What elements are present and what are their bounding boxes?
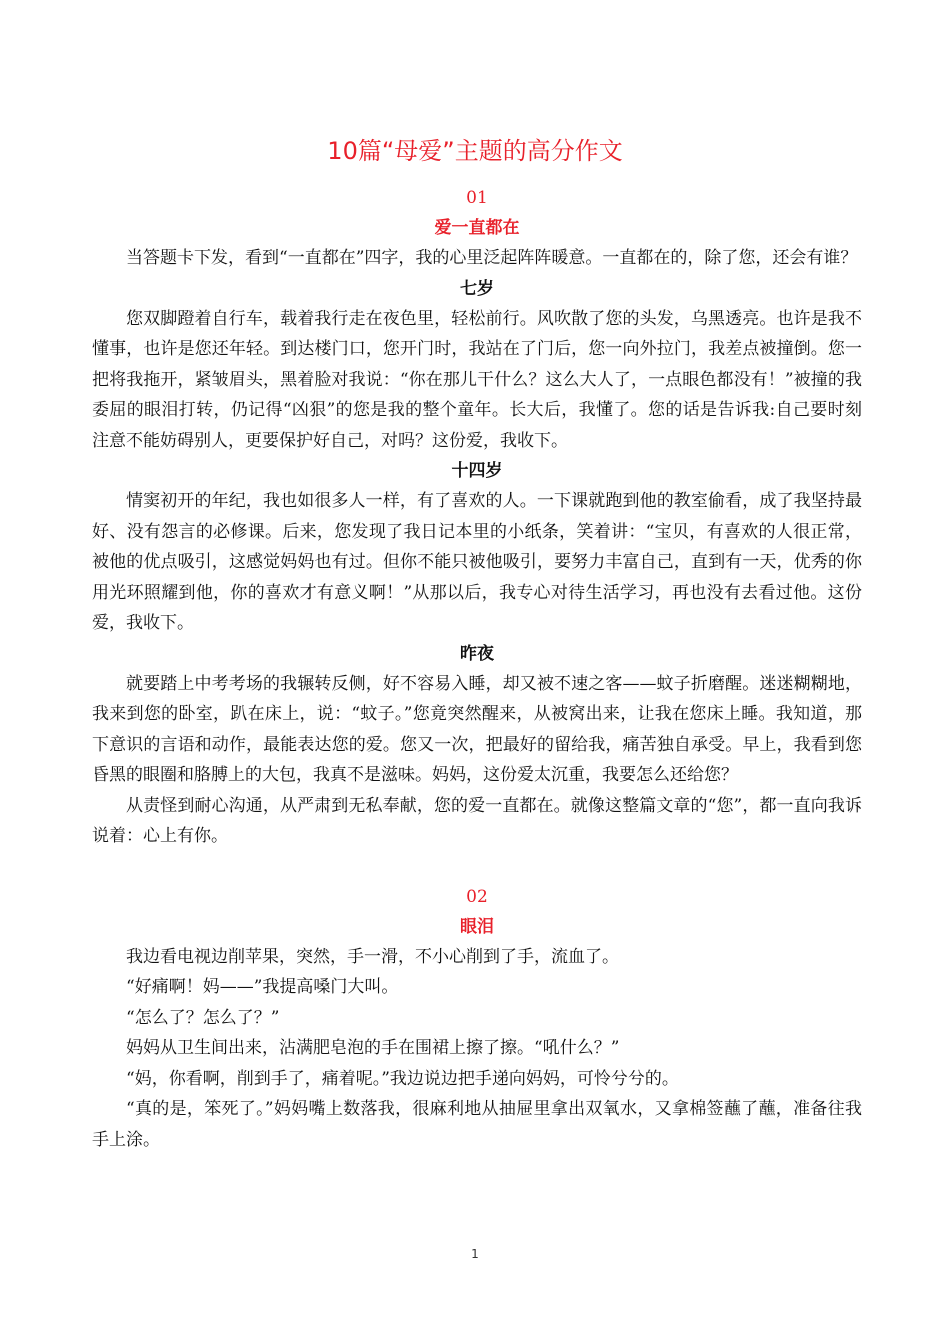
subsection-title: 七岁	[460, 278, 494, 299]
subsection-title: 昨夜	[460, 643, 494, 664]
section-number: 01	[466, 188, 488, 208]
section-number: 02	[466, 886, 488, 907]
paragraph: “真的是，笨死了。”妈妈嘴上数落我，很麻利地从抽屉里拿出双氧水，又拿棉签蘸了蘸，准备往我手上涂。	[92, 1099, 862, 1150]
paragraph: 妈妈从卫生间出来，沾满肥皂泡的手在围裙上擦了擦。“吼什么？”	[126, 1038, 620, 1058]
section-spacer	[92, 852, 862, 882]
paragraph: 我边看电视边削苹果，突然，手一滑，不小心削到了手，流血了。	[126, 946, 619, 967]
section-title: 眼泪	[460, 916, 494, 937]
paragraph: “怎么了？怎么了？”	[126, 1007, 280, 1028]
paragraph: 当答题卡下发，看到“一直都在”四字，我的心里泛起阵阵暖意。一直都在的，除了您，还会有谁？	[126, 248, 858, 268]
paragraph: “好痛啊！妈——”我提高嗓门大叫。	[126, 977, 399, 997]
document-body	[92, 183, 862, 1155]
paragraph: 就要踏上中考考场的我辗转反侧，好不容易入睡，却又被不速之客——蚊子折磨醒。迷迷糊糊地，我来到您的卧室，趴在床上，说：“蚊子。”您竟突然醒来，从被窝出来，让我在您床上睡。我知道，那下意识的言语和动作，最能表达您的爱。您又一次，把最好的留给我，痛苦独自承受。早上，我看到您昏黑的眼圈和胳膊上的大包，我真不是滋味。妈妈，这份爱太沉重，我要怎么还给您？	[92, 673, 862, 785]
document-title: 10篇“母爱”主题的高分作文	[327, 137, 623, 165]
paragraph: 情窦初开的年纪，我也如很多人一样，有了喜欢的人。一下课就跑到他的教室偷看，成了我坚持最好、没有怨言的必修课。后来，您发现了我日记本里的小纸条，笑着讲：“宝贝，有喜欢的人很正常，被他的优点吸引，这感觉妈妈也有过。但你不能只被他吸引，要努力丰富自己，直到有一天，优秀的你用光环照耀到他，你的喜欢才有意义啊！”从那以后，我专心对待生活学习，再也没有去看过他。这份爱，我收下。	[92, 491, 862, 633]
section-title: 爱一直都在	[434, 218, 520, 238]
paragraph: 从责怪到耐心沟通，从严肃到无私奉献，您的爱一直都在。就像这整篇文章的“您”，都一直向我诉说着：心上有你。	[92, 795, 862, 846]
paragraph: 您双脚蹬着自行车，载着我行走在夜色里，轻松前行。风吹散了您的头发，乌黑透亮。也许是我不懂事，也许是您还年轻。到达楼门口，您开门时，我站在了门后，您一向外拉门，我差点被撞倒。您一把将我拖开，紧皱眉头，黑着脸对我说：“你在那儿干什么？这么大人了，一点眼色都没有！”被撞的我委屈的眼泪打转，仍记得“凶狠”的您是我的整个童年。长大后，我懂了。您的话是告诉我:自己要时刻注意不能妨碍别人，更要保护好自己，对吗？这份爱，我收下。	[92, 308, 862, 451]
page-number: 1	[471, 1247, 479, 1261]
subsection-title: 十四岁	[451, 461, 503, 481]
paragraph: “妈，你看啊，削到手了，痛着呢。”我边说边把手递向妈妈，可怜兮兮的。	[126, 1068, 679, 1089]
